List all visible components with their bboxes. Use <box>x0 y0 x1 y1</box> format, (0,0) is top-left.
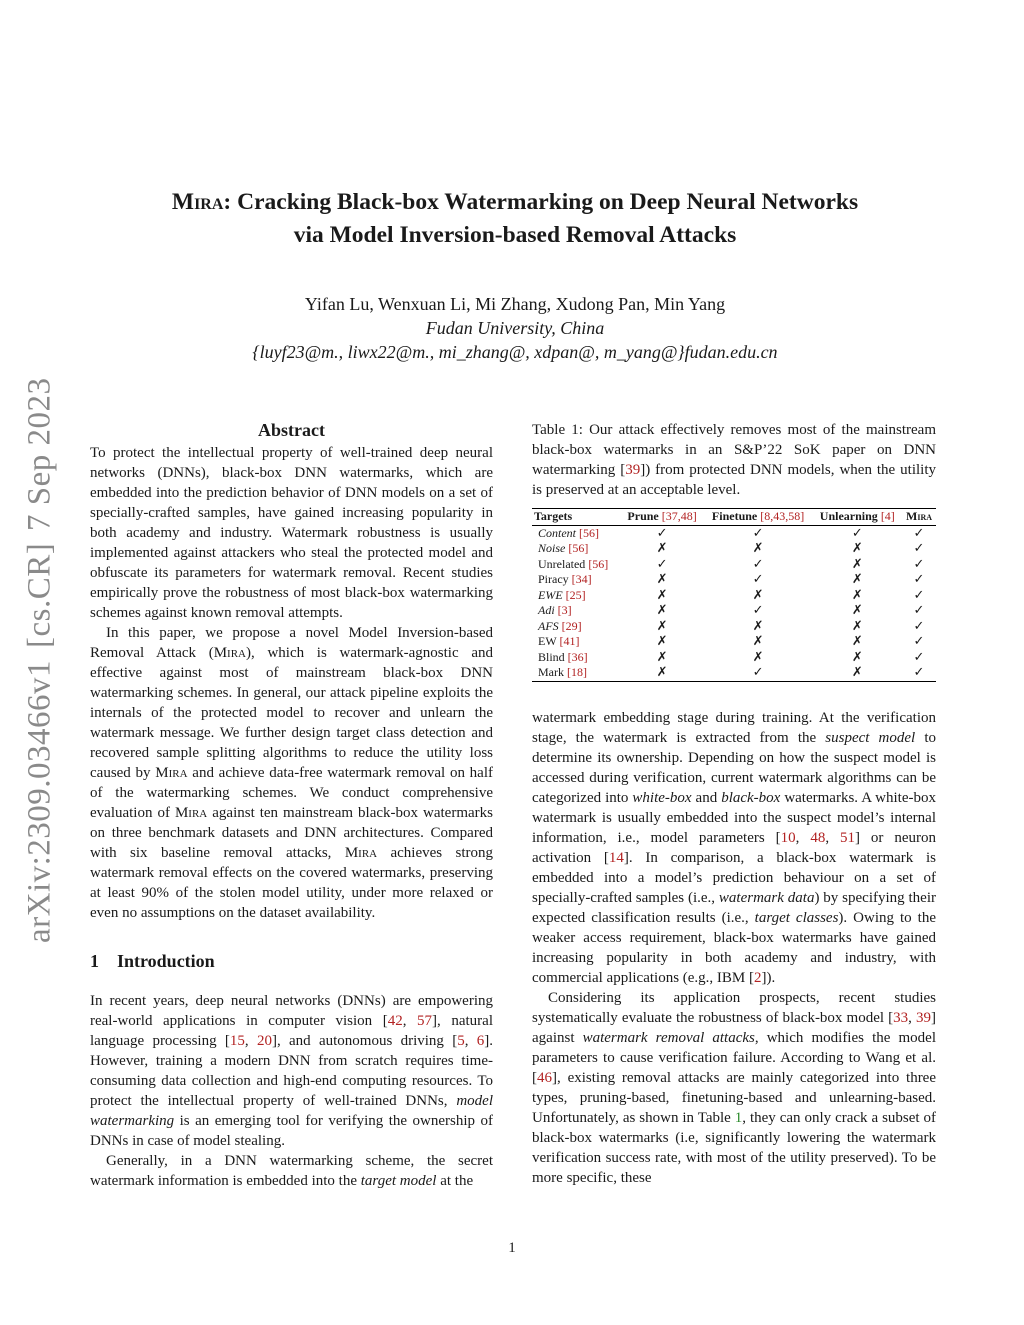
table-row <box>532 634 936 650</box>
table-row <box>532 557 936 573</box>
target-name-cell: EWE [25] <box>538 587 586 602</box>
title-mira: Mira <box>171 189 224 215</box>
target-name-cell: Mark [18] <box>532 665 621 681</box>
mira-result-cell: ✓ <box>902 665 936 681</box>
unlearning-result-cell: ✗ <box>851 603 863 618</box>
prune-result-cell: ✗ <box>621 665 704 681</box>
prune-result-cell: ✓ <box>656 525 668 541</box>
section-heading-introduction: 1 Introduction <box>90 951 215 971</box>
target-name-cell: Piracy [34] <box>538 572 592 586</box>
affiliation: Fudan University, China <box>425 318 605 338</box>
unlearning-result-cell: ✗ <box>813 665 902 681</box>
target-name-cell: AFS [29] <box>538 618 582 633</box>
table-row <box>532 525 936 541</box>
finetune-result-cell: ✓ <box>752 603 764 618</box>
table-row <box>532 665 936 681</box>
paper-title <box>100 186 930 252</box>
author-emails: {luyf23@m., liwx22@m., mi_zhang@, xdpan@, m_yang@}fudan.edu.cn <box>252 342 778 362</box>
unlearning-result-cell: ✗ <box>851 587 863 603</box>
finetune-result-cell: ✓ <box>752 525 764 541</box>
target-name-cell: EW [41] <box>538 634 580 648</box>
unlearning-result-cell: ✗ <box>851 556 863 572</box>
left-column <box>90 420 493 1191</box>
header-finetune: Finetune [8,43,58] <box>704 509 813 526</box>
arxiv-id: arXiv:2309.03466v1 <box>21 659 58 943</box>
page-number: 1 <box>508 1240 516 1256</box>
comparison-table <box>532 508 936 682</box>
finetune-result-cell: ✗ <box>752 541 764 556</box>
unlearning-result-cell: ✗ <box>851 634 863 649</box>
target-name-cell: Adi [3] <box>538 603 572 617</box>
abstract-paragraph-1: To protect the intellectual property of well-trained deep neural networks (DNNs), black-box DNN watermarks, which are embedded into the prediction behavior of DNN models on a set of specially-crafted samples, have gained increasing popularity in both academy and industry. Watermark robustness is usually implemented against attackers who steal the protected model and obfuscate its parameters for watermark removal. Recent studies empirically prove the robustness of most black-box watermarking schemes against known removal attempts. <box>90 445 493 621</box>
finetune-result-cell: ✗ <box>752 634 764 649</box>
intro-paragraph-1: In recent years, deep neural networks (DNNs) are empowering real-world applications in computer vision [42, 57], natural language processing [15, 20], and autonomous driving [5, 6]. However, training a modern DNN from scratch requires time-consuming data collection and high-end computing resources. To protect the intellectual property of well-trained DNNs, model watermarking is an emerging tool for verifying the ownership of DNNs in case of model stealing. <box>90 993 494 1149</box>
title-line-2: via Model Inversion-based Removal Attacks <box>293 222 737 248</box>
table-row <box>532 603 936 619</box>
table-caption: Table 1: Our attack effectively removes most of the mainstream black-box watermarks in an S&P’22 SoK paper on DNN watermarking [39]) from protected DNN models, when the utility is preserved at an acceptable level. <box>532 422 936 498</box>
author-names: Yifan Lu, Wenxuan Li, Mi Zhang, Xudong Pan, Min Yang <box>304 294 726 314</box>
prune-result-cell: ✗ <box>656 618 668 634</box>
mira-result-cell: ✓ <box>913 618 925 634</box>
finetune-result-cell: ✗ <box>752 587 764 603</box>
prune-result-cell: ✗ <box>656 603 668 618</box>
table-row <box>532 572 936 588</box>
mira-result-cell: ✓ <box>913 556 925 572</box>
prune-result-cell: ✓ <box>656 556 668 572</box>
title-line-1: Mira: Cracking Black-box Watermarking on Deep Neural Networks <box>171 189 859 215</box>
author-block <box>100 292 930 364</box>
table-row <box>532 650 936 666</box>
finetune-result-cell: ✓ <box>704 665 813 681</box>
abstract-heading: Abstract <box>258 420 325 440</box>
target-name-cell: Noise [56] <box>538 541 589 555</box>
header-targets: Targets <box>532 509 621 526</box>
arxiv-date: 7 Sep 2023 <box>21 377 58 531</box>
target-name-cell: Blind [36] <box>538 649 588 664</box>
mira-result-cell: ✓ <box>913 649 925 665</box>
finetune-result-cell: ✗ <box>752 618 764 634</box>
table-row <box>532 619 936 635</box>
table-row <box>532 588 936 604</box>
target-name-cell: Content [56] <box>538 525 599 540</box>
unlearning-result-cell: ✓ <box>851 525 863 541</box>
mira-result-cell: ✓ <box>913 634 925 649</box>
intro-paragraph-2: Generally, in a DNN watermarking scheme, the secret watermark information is embedded into the target model at the <box>90 1153 493 1189</box>
mira-result-cell: ✓ <box>913 587 925 603</box>
prune-result-cell: ✗ <box>656 587 668 603</box>
prune-result-cell: ✗ <box>656 649 668 665</box>
table-row <box>532 541 936 557</box>
prune-result-cell: ✗ <box>656 541 668 556</box>
mira-result-cell: ✓ <box>913 603 925 618</box>
mira-result-cell: ✓ <box>913 525 925 541</box>
target-name-cell: Unrelated [56] <box>538 556 609 571</box>
unlearning-result-cell: ✗ <box>851 541 863 556</box>
prune-result-cell: ✗ <box>656 572 668 587</box>
arxiv-watermark <box>10 360 70 960</box>
mira-result-cell: ✓ <box>913 572 925 587</box>
arxiv-category: [cs.CR] <box>21 542 58 648</box>
right-column <box>532 420 936 1188</box>
prune-result-cell: ✗ <box>656 634 668 649</box>
unlearning-result-cell: ✗ <box>851 618 863 634</box>
unlearning-result-cell: ✗ <box>851 572 863 587</box>
right-paragraph-1: watermark embedding stage during training. At the verification stage, the watermark is extracted from the suspect model to determine its ownership. Depending on how the suspect model is accessed during verification, current watermark algorithms can be categorized into white-box and black-box watermarks. A white-box watermark is usually embedded into the suspect model’s internal information, i.e., model parameters [10, 48, 51] or neuron activation [14]. In comparison, a black-box watermark is embedded into a model’s prediction behaviour on a set of specially-crafted samples (i.e., watermark data) by specifying their expected classification results (i.e., target classes). Owing to the weaker access requirement, black-box watermarks have gained increasing popularity in both academy and industry, with commercial applications (e.g., IBM [2]). <box>532 709 937 986</box>
mira-result-cell: ✓ <box>913 541 925 556</box>
right-paragraph-2: Considering its application prospects, recent studies systematically evaluate the robustness of black-box model [33, 39] against watermark removal attacks, which modifies the model parameters to cause verification failure. According to Wang et al. [46], existing removal attacks are mainly categorized into three types, pruning-based, finetuning-based and unlearning-based. Unfortunately, as shown in Table 1, they can only crack a subset of black-box watermarks (i.e, significantly lowering the watermark verification success rate, with most of the utility preserved). To be more specific, these <box>532 989 936 1186</box>
abstract-paragraph-2: In this paper, we propose a novel Model Inversion-based Removal Attack (Mira), which is watermark-agnostic and effective against most of mainstream black-box DNN watermarking schemes. In general, our attack pipeline exploits the internals of the protected model to recover and unlearn the watermark message. We further design target class detection and recovered sample splitting algorithms to reduce the utility loss caused by Mira and achieve data-free watermark removal on half of the watermarking schemes. We conduct comprehensive evaluation of Mira against ten mainstream black-box watermarks on three benchmark datasets and DNN architectures. Compared with six baseline removal attacks, Mira achieves strong watermark removal effects on the covered watermarks, preserving at least 90% of the stolen model utility, under more relaxed or even no assumptions on the dataset availability. <box>90 625 494 921</box>
header-unlearning: Unlearning [4] <box>813 509 902 526</box>
finetune-result-cell: ✗ <box>752 649 764 665</box>
header-mira: Mira <box>902 509 936 526</box>
table-header-row <box>532 509 936 526</box>
finetune-result-cell: ✓ <box>752 556 764 572</box>
unlearning-result-cell: ✗ <box>851 649 863 665</box>
header-prune: Prune [37,48] <box>621 509 704 526</box>
finetune-result-cell: ✓ <box>752 572 764 587</box>
